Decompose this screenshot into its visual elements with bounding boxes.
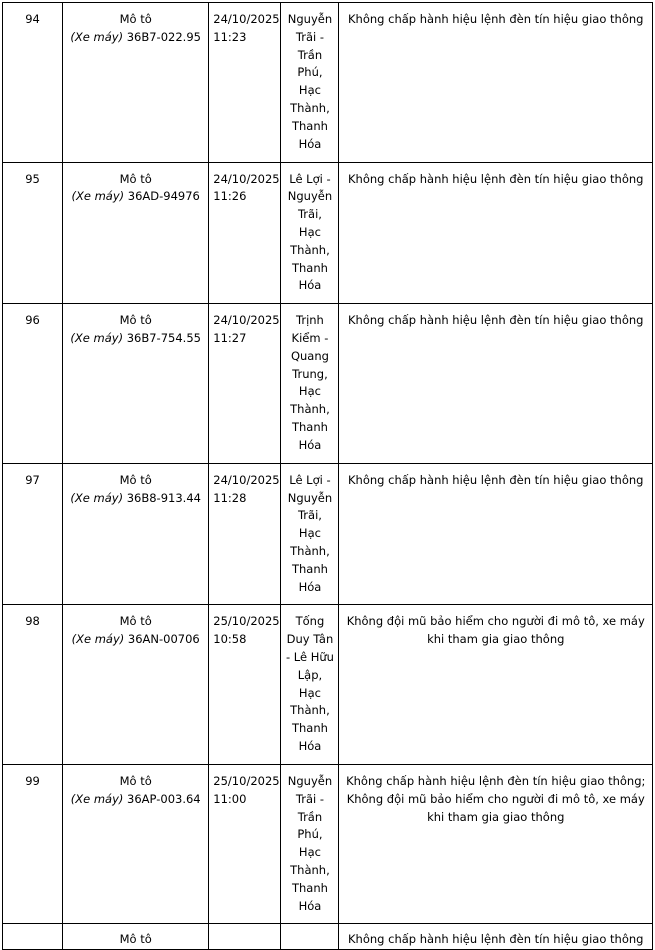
row-index: 94 [3,3,63,163]
vehicle-type: Mô tô [119,932,152,947]
violation-date: 25/10/2025 [213,614,280,629]
vehicle-plate-number: 36B8-913.44 [126,490,201,505]
vehicle-plate [67,188,204,206]
vehicle-plate-prefix: (Xe máy) [71,189,125,204]
row-index [3,924,63,950]
vehicle-type: Mô tô [119,171,152,186]
violations-table [2,2,653,950]
violation-date: 24/10/2025 [213,171,280,186]
row-datetime [209,304,281,464]
row-vehicle [63,463,209,605]
row-violation: Không chấp hành hiệu lệnh đèn tín hiệu giao thông; Không đội mũ bảo hiểm cho người đi mô tô, xe máy khi tham gia giao thông [339,764,653,924]
row-datetime [209,764,281,924]
vehicle-type: Mô tô [119,614,152,629]
row-vehicle [63,3,209,163]
vehicle-plate [67,29,204,47]
row-vehicle [63,924,209,950]
row-location: Tống Duy Tân - Lê Hữu Lập, Hạc Thành, Thanh Hóa [281,605,339,765]
violation-date: 25/10/2025 [213,773,280,788]
row-vehicle [63,162,209,304]
row-datetime [209,162,281,304]
vehicle-plate-prefix: (Xe máy) [70,490,124,505]
row-location [281,924,339,950]
row-datetime [209,463,281,605]
table-row [3,764,653,924]
row-location: Nguyễn Trãi - Trần Phú, Hạc Thành, Thanh Hóa [281,3,339,163]
row-vehicle [63,605,209,765]
violation-date: 24/10/2025 [213,472,280,487]
violation-time: 11:00 [213,791,247,806]
table-row [3,463,653,605]
vehicle-plate [67,490,204,508]
table-row [3,304,653,464]
row-index: 99 [3,764,63,924]
vehicle-type: Mô tô [119,313,152,328]
row-location: Lê Lợi - Nguyễn Trãi, Hạc Thành, Thanh Hóa [281,463,339,605]
document-page [0,2,655,947]
violation-time: 11:28 [213,490,247,505]
row-vehicle [63,764,209,924]
row-violation: Không chấp hành hiệu lệnh đèn tín hiệu giao thông [339,463,653,605]
row-index: 96 [3,304,63,464]
violations-table-body [3,3,653,950]
violation-date: 24/10/2025 [213,313,280,328]
table-row [3,162,653,304]
row-location: Trịnh Kiểm - Quang Trung, Hạc Thành, Thanh Hóa [281,304,339,464]
row-violation: Không đội mũ bảo hiểm cho người đi mô tô, xe máy khi tham gia giao thông [339,605,653,765]
row-datetime [209,605,281,765]
vehicle-type: Mô tô [119,12,152,26]
vehicle-plate-number: 36AD-94976 [127,189,200,204]
table-row-clipped [3,924,653,950]
row-location: Lê Lợi - Nguyễn Trãi, Hạc Thành, Thanh Hóa [281,162,339,304]
vehicle-type: Mô tô [119,773,152,788]
vehicle-plate-number: 36AN-00706 [127,632,200,647]
vehicle-plate-prefix: (Xe máy) [70,29,124,44]
row-index: 97 [3,463,63,605]
vehicle-plate-prefix: (Xe máy) [71,632,125,647]
violation-time: 11:26 [213,189,247,204]
vehicle-plate-number: 36B7-754.55 [126,331,201,345]
vehicle-plate [67,631,204,649]
vehicle-plate-number: 36AP-003.64 [127,791,201,806]
row-vehicle [63,304,209,464]
row-index: 95 [3,162,63,304]
vehicle-type: Mô tô [119,472,152,487]
violation-time: 11:23 [213,29,247,44]
vehicle-plate [67,330,204,348]
table-row [3,605,653,765]
row-datetime [209,3,281,163]
row-violation: Không chấp hành hiệu lệnh đèn tín hiệu giao thông [339,924,653,950]
row-violation: Không chấp hành hiệu lệnh đèn tín hiệu giao thông [339,162,653,304]
vehicle-plate [67,791,204,809]
violation-time: 11:27 [213,331,247,345]
vehicle-plate-prefix: (Xe máy) [70,791,124,806]
row-violation: Không chấp hành hiệu lệnh đèn tín hiệu giao thông [339,304,653,464]
table-row [3,3,653,163]
violation-time: 10:58 [213,632,247,647]
violation-date: 24/10/2025 [213,12,280,26]
vehicle-plate-number: 36B7-022.95 [126,29,201,44]
row-violation: Không chấp hành hiệu lệnh đèn tín hiệu giao thông [339,3,653,163]
row-location: Nguyễn Trãi - Trần Phú, Hạc Thành, Thanh Hóa [281,764,339,924]
row-index: 98 [3,605,63,765]
vehicle-plate-prefix: (Xe máy) [70,331,124,345]
row-datetime [209,924,281,950]
